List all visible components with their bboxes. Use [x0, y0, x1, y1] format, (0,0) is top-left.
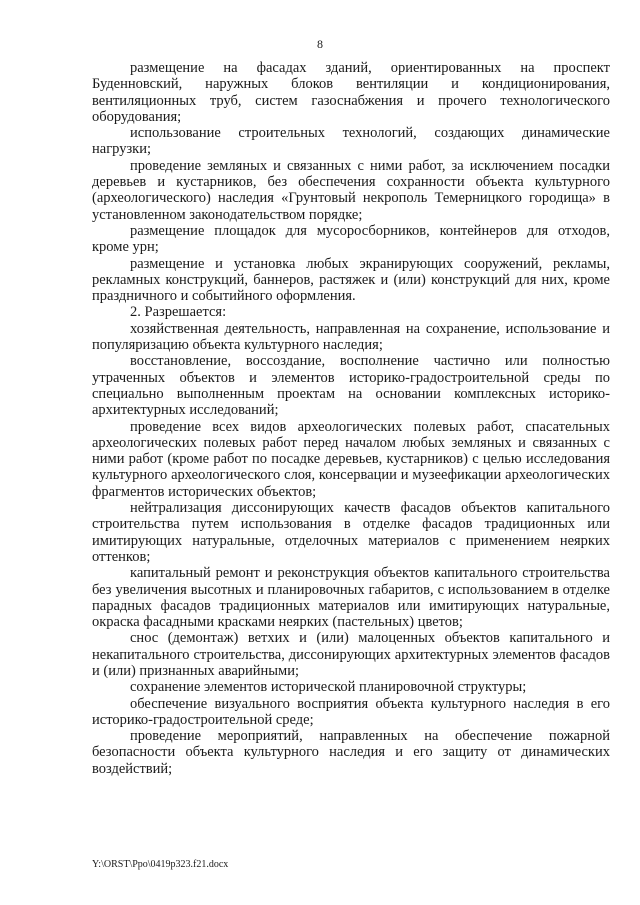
paragraph-restriction-facade-equipment: размещение на фасадах зданий, ориентированных на проспект Буденновский, наружных блоков вентиляции и кондиционирования, вентиляционных труб, систем газоснабжения и прочего технологического оборудования; — [92, 60, 610, 125]
paragraph-restriction-waste-sites: размещение площадок для мусоросборников, контейнеров для отходов, кроме урн; — [92, 222, 610, 256]
paragraph-restriction-dynamic-loads: использование строительных технологий, создающих динамические нагрузки; — [92, 125, 610, 158]
footer-file-path: Y:\ORST\Ppo\0419p323.f21.docx — [92, 859, 229, 870]
paragraph-restriction-earthworks: проведение земляных и связанных с ними работ, за исключением посадки деревьев и кустарников, без обеспечения сохранности объекта культурного (археологического) наследия «Грунтовый некрополь Темерницкого городища» в установленном законодательством порядке; — [92, 157, 610, 223]
paragraph-restriction-advertising: размещение и установка любых экранирующих сооружений, рекламы, рекламных конструкций, баннеров, растяжек и (или) конструкций для них, кроме праздничного и событийного оформления. — [92, 255, 610, 305]
paragraph-permitted-visual-perception: обеспечение визуального восприятия объекта культурного наследия в его историко-градостроительной среде; — [92, 695, 610, 728]
paragraph-permitted-archaeology: проведение всех видов археологических полевых работ, спасательных археологических полевых работ перед началом любых земляных и связанных с ними работ (кроме работ по посадке деревьев, кустарников) с целью исследования культурного археологического слоя, консервации и музеефикации археологических фрагментов исторических объектов; — [92, 418, 610, 500]
paragraph-permitted-fire-safety: проведение мероприятий, направленных на обеспечение пожарной безопасности объекта культурного наследия и его защиту от динамических воздействий; — [92, 728, 610, 777]
paragraph-permitted-restoration: восстановление, воссоздание, восполнение частично или полностью утраченных объектов и элементов историко-градостроительной среды по специально выполненным проектам на основании комплексных историко-архитектурных исследований; — [92, 353, 610, 419]
paragraph-permitted-capital-repair: капитальный ремонт и реконструкция объектов капитального строительства без увеличения высотных и планировочных габаритов, с использованием в отделке парадных фасадов традиционных материалов или имитирующих натуральные, окраска фасадными красками неярких (пастельных) цветов; — [92, 565, 610, 631]
paragraph-permitted-economic-activity: хозяйственная деятельность, направленная на сохранение, использование и популяризацию объекта культурного наследия; — [92, 320, 610, 354]
paragraph-permitted-demolition: снос (демонтаж) ветхих и (или) малоценных объектов капитального и некапитального строительства, диссонирующих архитектурных элементов фасадов и (или) признанных аварийными; — [92, 630, 610, 679]
paragraph-permitted-facade-neutralization: нейтрализация диссонирующих качеств фасадов объектов капитального строительства путем использования в отделке фасадов традиционных или имитирующих натуральные, отделочных материалов с применением неярких оттенков; — [92, 500, 610, 565]
paragraph-permitted-planning-structure: сохранение элементов исторической планировочной структуры; — [130, 679, 527, 696]
document-body — [92, 60, 610, 777]
page-number: 8 — [317, 37, 323, 51]
section-heading-permitted: 2. Разрешается: — [130, 304, 227, 321]
